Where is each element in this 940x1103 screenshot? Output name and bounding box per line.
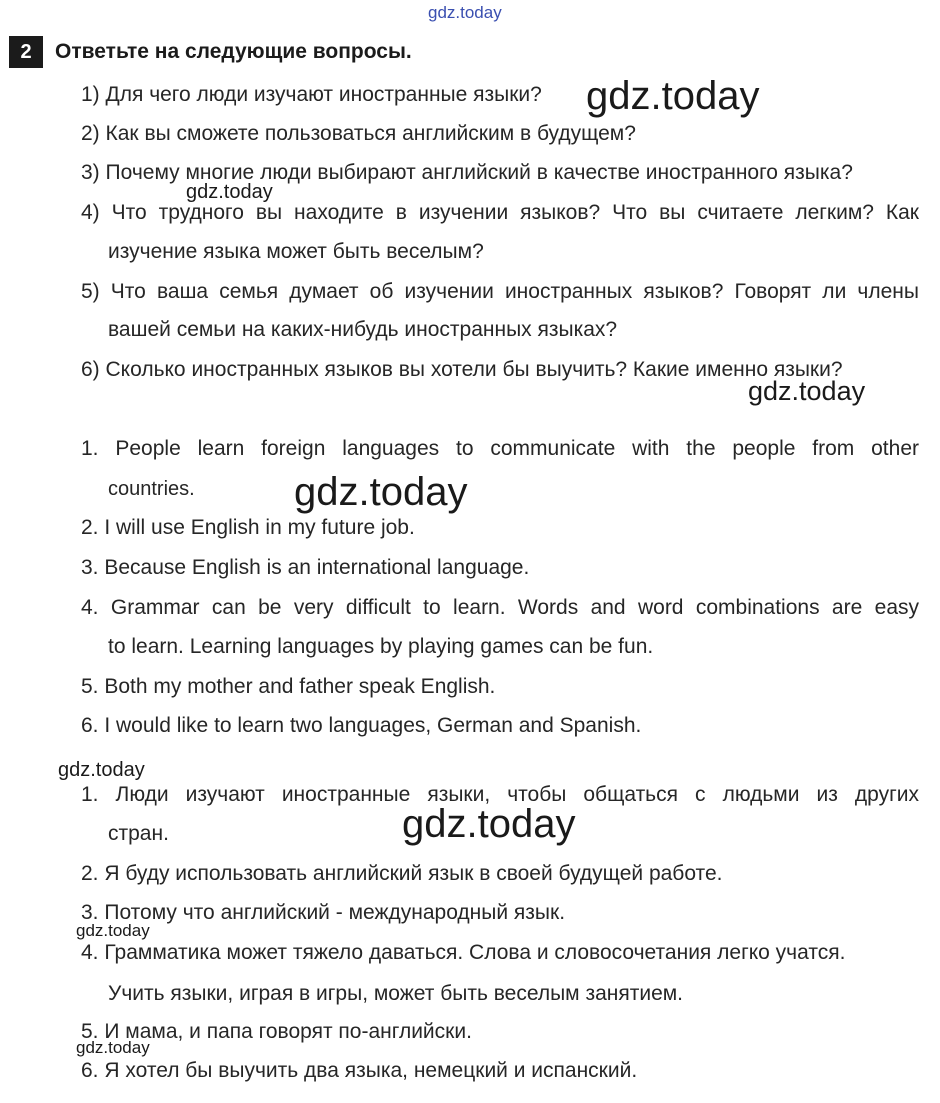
question-1: 1) Для чего люди изучают иностранные языки? <box>81 83 542 106</box>
watermark: gdz.today <box>294 470 468 514</box>
question-6: 6) Сколько иностранных языков вы хотели бы выучить? Какие именно языки? <box>81 358 843 381</box>
russian-answer-3: 3. Потому что английский - международный язык. <box>81 901 566 924</box>
question-5-line-2: вашей семьи на каких-нибудь иностранных языках? <box>108 318 618 341</box>
watermark-top[interactable]: gdz.today <box>428 3 502 22</box>
question-5-line-1: 5) Что ваша семья думает об изучении иностранных языков? Говорят ли члены <box>81 280 919 303</box>
english-answer-1-line-2: countries. <box>108 478 195 500</box>
question-4-line-1: 4) Что трудного вы находите в изучении языков? Что вы считаете легким? Как <box>81 201 919 224</box>
watermark: gdz.today <box>58 759 145 781</box>
english-answer-6: 6. I would like to learn two languages, German and Spanish. <box>81 714 642 737</box>
task-number-badge: 2 <box>9 36 43 68</box>
watermark: gdz.today <box>586 74 760 118</box>
russian-answer-1-line-1: 1. Люди изучают иностранные языки, чтобы общаться с людьми из других <box>81 783 919 806</box>
russian-answer-4-line-1: 4. Грамматика может тяжело даваться. Слова и словосочетания легко учатся. <box>81 941 846 964</box>
question-3: 3) Почему многие люди выбирают английский в качестве иностранного языка? <box>81 161 853 184</box>
english-answer-4-line-1: 4. Grammar can be very difficult to learn. Words and word combinations are easy <box>81 596 919 619</box>
watermark: gdz.today <box>186 181 273 203</box>
russian-answer-2: 2. Я буду использовать английский язык в своей будущей работе. <box>81 862 723 885</box>
question-2: 2) Как вы сможете пользоваться английским в будущем? <box>81 122 636 145</box>
watermark: gdz.today <box>402 802 576 846</box>
english-answer-4-line-2: to learn. Learning languages by playing games can be fun. <box>108 635 654 658</box>
english-answer-2: 2. I will use English in my future job. <box>81 516 415 539</box>
question-4-line-2: изучение языка может быть веселым? <box>108 240 484 263</box>
task-title: Ответьте на следующие вопросы. <box>55 40 412 63</box>
english-answer-1-line-1: 1. People learn foreign languages to communicate with the people from other <box>81 437 919 460</box>
russian-answer-4-line-2: Учить языки, играя в игры, может быть веселым занятием. <box>108 982 684 1005</box>
russian-answer-1-line-2: стран. <box>108 822 169 845</box>
english-answer-5: 5. Both my mother and father speak English. <box>81 675 496 698</box>
russian-answer-5: 5. И мама, и папа говорят по-английски. <box>81 1020 472 1043</box>
english-answer-3: 3. Because English is an international language. <box>81 556 530 579</box>
watermark: gdz.today <box>748 376 866 406</box>
watermark: gdz.today <box>76 921 150 940</box>
watermark: gdz.today <box>76 1038 150 1057</box>
russian-answer-6: 6. Я хотел бы выучить два языка, немецкий и испанский. <box>81 1059 638 1082</box>
